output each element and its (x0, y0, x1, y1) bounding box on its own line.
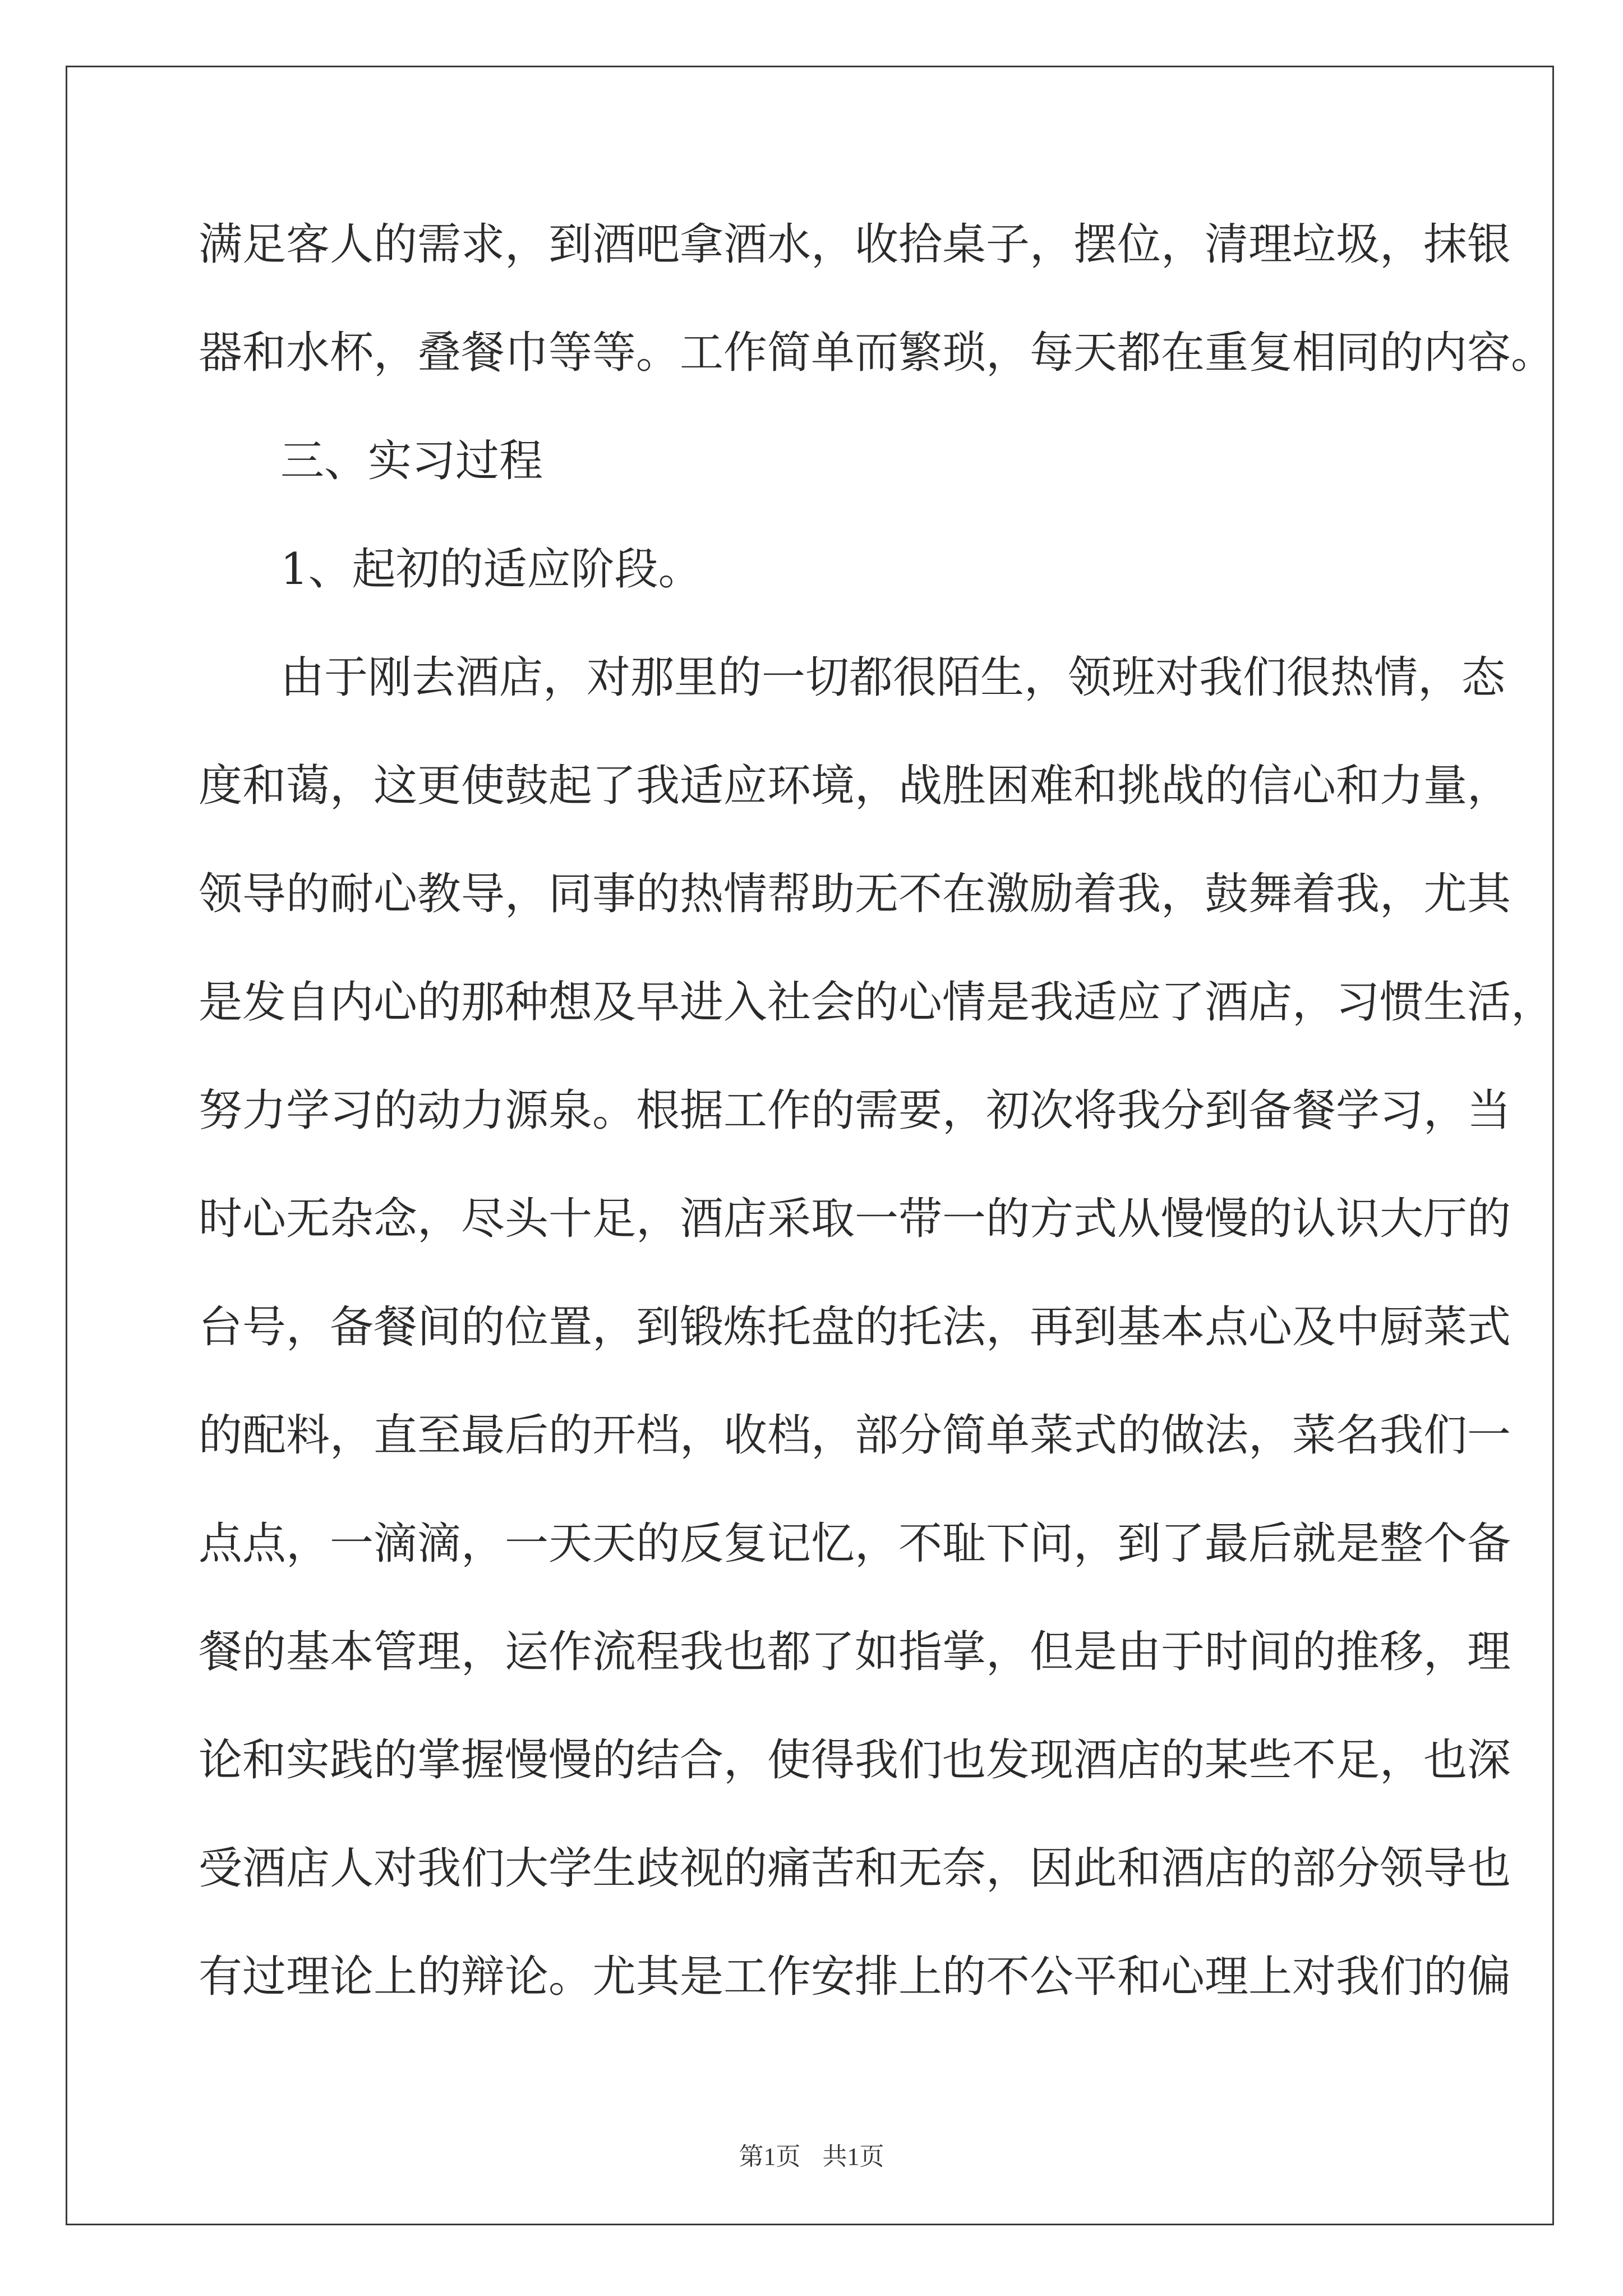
subsection-heading: 1、起初的适应阶段。 (280, 544, 702, 595)
paragraph-line: 努力学习的动力源泉。根据工作的需要，初次将我分到备餐学习，当 (199, 1085, 1511, 1136)
section-heading: 三、实习过程 (280, 436, 543, 486)
paragraph-line: 满足客人的需求，到酒吧拿酒水，收拾桌子，摆位，清理垃圾，抹银 (199, 219, 1511, 270)
paragraph-line: 度和蔼，这更使鼓起了我适应环境，战胜困难和挑战的信心和力量， (199, 761, 1511, 811)
paragraph-line: 台号，备餐间的位置，到锻炼托盘的托法，再到基本点心及中厨菜式 (199, 1302, 1511, 1352)
paragraph-line: 的配料，直至最后的开档，收档，部分简单菜式的做法，菜名我们一 (199, 1410, 1511, 1461)
paragraph-line: 论和实践的掌握慢慢的结合，使得我们也发现酒店的某些不足，也深 (199, 1735, 1511, 1786)
paragraph-line: 时心无杂念，尽头十足，酒店采取一带一的方式从慢慢的认识大厅的 (199, 1194, 1511, 1244)
page-footer (0, 2136, 1623, 2172)
paragraph-line: 由于刚去酒店，对那里的一切都很陌生，领班对我们很热情，态 (280, 652, 1506, 703)
page-number: 第1页 (739, 2143, 801, 2170)
paragraph-line: 领导的耐心教导，同事的热情帮助无不在激励着我，鼓舞着我，尤其 (199, 869, 1511, 919)
paragraph-line: 餐的基本管理，运作流程我也都了如指掌，但是由于时间的推移，理 (199, 1627, 1511, 1677)
paragraph-line: 器和水杯，叠餐巾等等。工作简单而繁琐，每天都在重复相同的内容。 (199, 328, 1555, 378)
paragraph-line: 受酒店人对我们大学生歧视的痛苦和无奈，因此和酒店的部分领导也 (199, 1843, 1511, 1894)
page-border (66, 66, 1554, 2225)
page-total: 共1页 (822, 2143, 884, 2170)
paragraph-line: 点点，一滴滴，一天天的反复记忆，不耻下问，到了最后就是整个备 (199, 1519, 1511, 1569)
paragraph-line: 是发自内心的那种想及早进入社会的心情是我适应了酒店，习惯生活， (199, 977, 1555, 1028)
paragraph-line: 有过理论上的辩论。尤其是工作安排上的不公平和心理上对我们的偏 (199, 1952, 1511, 2002)
